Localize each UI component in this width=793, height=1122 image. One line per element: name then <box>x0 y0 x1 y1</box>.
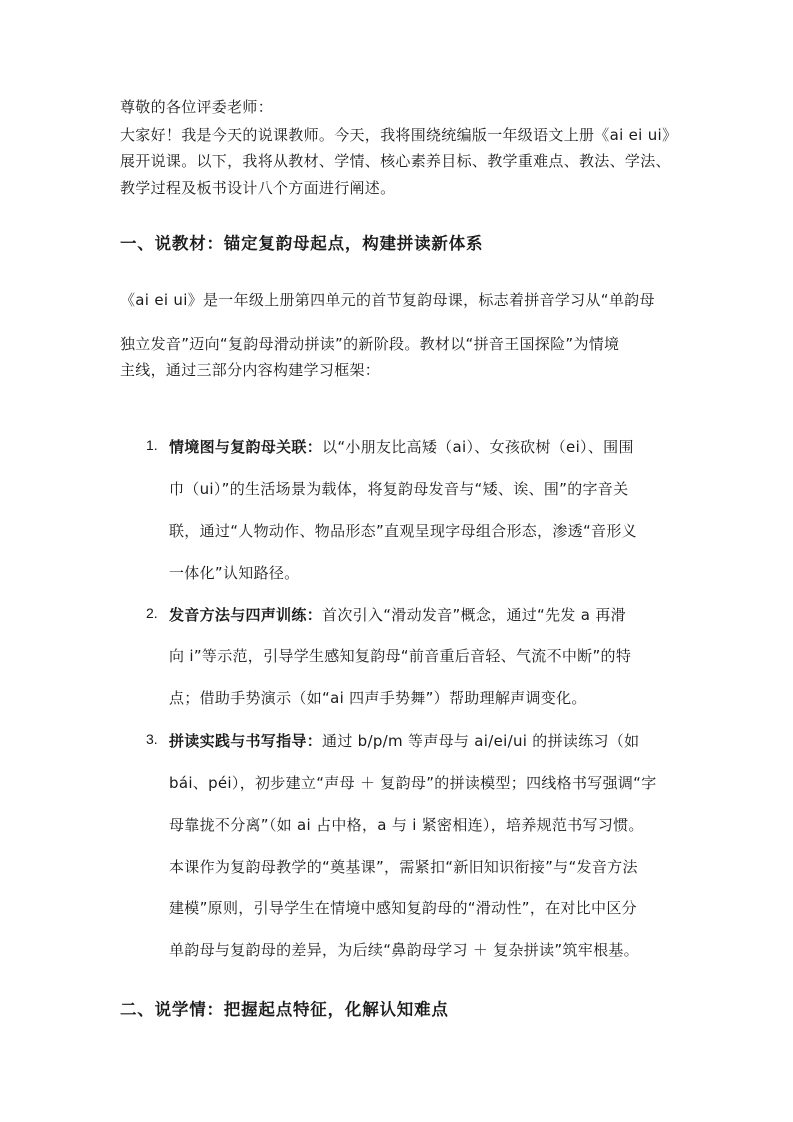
list-item-3-line-5: 建模”原则，引导学生在情境中感知复韵母的“滑动性”，在对比中区分 <box>169 899 637 917</box>
intro-line-3: 教学过程及板书设计八个方面进行阐述。 <box>120 179 396 197</box>
list-item-1-number: 1. <box>146 437 158 453</box>
intro-line-2 <box>120 150 671 171</box>
section-1-para-line-2: 独立发音”迈向“复韵母滑动拼读”的新阶段。教材以“拼音王国探险”为情境 <box>120 335 620 353</box>
list-item-1-title: 情境图与复韵母关联： <box>169 438 323 456</box>
list-item-2-title: 发音方法与四声训练： <box>169 606 323 624</box>
list-item-3-text-1: 通过 b/p/m 等声母与 ai/ei/ui 的拼读练习（如 <box>322 732 640 750</box>
section-2-heading: 二、说学情：把握起点特征，化解认知难点 <box>120 1000 449 1019</box>
list-item-2-number: 2. <box>146 605 158 621</box>
intro-line-1: 大家好！我是今天的说课教师。今天，我将围绕统编版一年级语文上册《ai ei ui》 <box>120 126 678 144</box>
list-item-3-line-2: bái、péi），初步建立“声母 ＋ 复韵母”的拼读模型；四线格书写强调“字 <box>169 774 657 792</box>
greeting: 尊敬的各位评委老师： <box>120 98 274 116</box>
list-item-3-line-4: 本课作为复韵母教学的“奠基课”，需紧扣“新旧知识衔接”与“发音方法 <box>169 858 638 876</box>
list-item-1-line-4: 一体化”认知路径。 <box>169 564 300 582</box>
list-item-3-title: 拼读实践与书写指导： <box>169 732 323 750</box>
list-item-2-line-3: 点；借助手势演示（如“ai 四声手势舞”）帮助理解声调变化。 <box>169 689 587 707</box>
section-1-para-line-3: 主线，通过三部分内容构建学习框架： <box>120 361 381 379</box>
list-item-3-line-6: 单韵母与复韵母的差异，为后续“鼻韵母学习 ＋ 复杂拼读”筑牢根基。 <box>169 941 639 959</box>
list-item-1-line-2: 巾（ui）”的生活场景为载体，将复韵母发音与“矮、诶、围”的字音关 <box>169 480 629 498</box>
list-item-2-line-1 <box>169 604 626 625</box>
list-item-1-line-1 <box>169 436 634 457</box>
list-item-1-text-1: 以“小朋友比高矮（ai）、女孩砍树（ei）、围围 <box>322 438 634 456</box>
section-1-heading: 一、说教材：锚定复韵母起点，构建拼读新体系 <box>120 234 484 253</box>
list-item-2-text-1: 首次引入“滑动发音”概念，通过“先发 a 再滑 <box>322 606 626 624</box>
list-item-3-line-3: 母靠拢不分离”（如 ai 占中格，a 与 i 紧密相连），培养规范书写习惯。 <box>169 816 644 834</box>
section-1-para-line-1: 《ai ei ui》是一年级上册第四单元的首节复韵母课，标志着拼音学习从“单韵母 <box>120 291 655 309</box>
list-item-2-line-2: 向 i”等示范，引导学生感知复韵母“前音重后音轻、气流不中断”的特 <box>169 647 632 665</box>
intro-line-2-text: 展开说课。以下，我将从教材、学情、核心素养目标、教学重难点、教法、学法、 <box>120 152 671 170</box>
list-item-3-line-1 <box>169 730 639 751</box>
list-item-1-line-3: 联，通过“人物动作、物品形态”直观呈现字母组合形态，渗透“音形义 <box>169 522 637 540</box>
list-item-3-number: 3. <box>146 731 158 747</box>
